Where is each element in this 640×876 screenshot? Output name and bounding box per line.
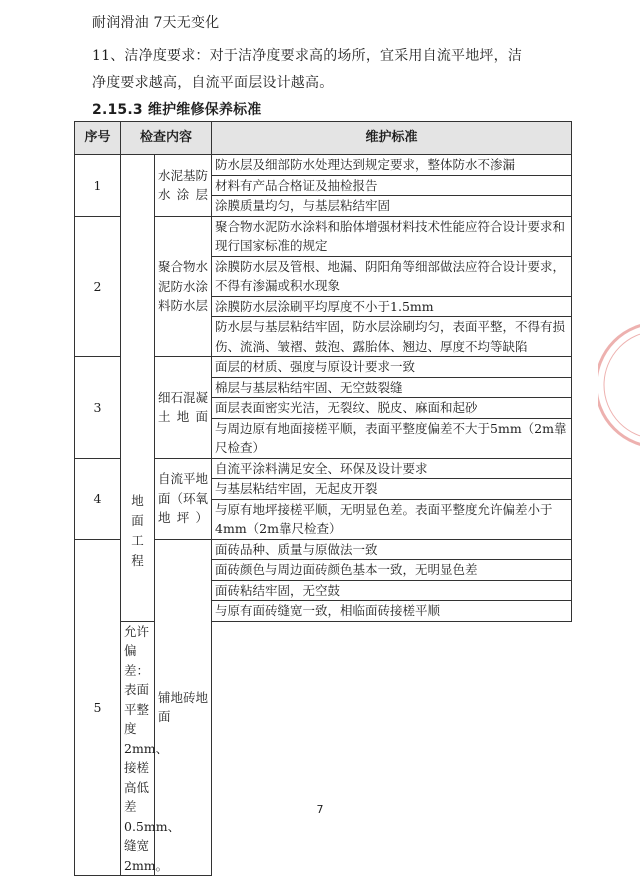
row-item: 自流平地面（环氧地坪） [155, 458, 212, 539]
standard-cell: 聚合物水泥防水涂料和胎体增强材料技术性能应符合设计要求和现行国家标准的规定 [212, 216, 572, 256]
header-item: 检查内容 [121, 122, 212, 155]
intro-line-1: 耐润滑油 7天无变化 [92, 15, 220, 31]
standard-cell: 与基层粘结牢固，无起皮开裂 [212, 479, 572, 500]
maintenance-standards-table [74, 121, 572, 876]
table-row [75, 155, 572, 176]
standard-cell: 与原有面砖缝宽一致，相临面砖接槎平顺 [212, 601, 572, 622]
row-item: 细石混凝土地面 [155, 357, 212, 459]
intro-line-2: 11、洁净度要求：对于洁净度要求高的场所，宜采用自流平地坪，洁 [92, 48, 523, 64]
standard-cell: 面砖品种、质量与原做法一致 [212, 539, 572, 560]
page-number: 7 [316, 803, 324, 816]
section-title: 2.15.3 维护维修保养标准 [92, 102, 262, 118]
standard-cell: 材料有产品合格证及抽检报告 [212, 175, 572, 196]
standard-cell: 面砖粘结牢固，无空鼓 [212, 580, 572, 601]
header-standard: 维护标准 [212, 122, 572, 155]
system-label: 地面工程 [121, 155, 155, 622]
standard-cell: 涂膜质量均匀，与基层粘结牢固 [212, 196, 572, 217]
row-number: 4 [75, 458, 121, 539]
row-number: 1 [75, 155, 121, 217]
standard-cell: 与周边原有地面接槎平顺，表面平整度偏差不大于5mm（2m靠尺检查） [212, 418, 572, 458]
header-no: 序号 [75, 122, 121, 155]
standard-cell: 面砖颜色与周边面砖颜色基本一致，无明显色差 [212, 560, 572, 581]
row-number: 2 [75, 216, 121, 357]
intro-line-3: 净度要求越高，自流平面层设计越高。 [92, 75, 334, 91]
standard-cell: 面层的材质、强度与原设计要求一致 [212, 357, 572, 378]
row-number: 3 [75, 357, 121, 459]
standard-cell: 涂膜防水层涂刷平均厚度不小于1.5mm [212, 296, 572, 317]
row-item: 铺地砖地面 [155, 539, 212, 876]
row-item: 水泥基防水涂层 [155, 155, 212, 217]
standard-cell: 涂膜防水层及管根、地漏、阴阳角等细部做法应符合设计要求，不得有渗漏或积水现象 [212, 256, 572, 296]
standard-cell: 棉层与基层粘结牢固、无空鼓裂缝 [212, 377, 572, 398]
standard-cell: 与原有地坪接槎平顺，无明显色差。表面平整度允许偏差小于4mm（2m靠尺检查） [212, 499, 572, 539]
red-stamp-mark [598, 300, 640, 470]
standard-cell: 防水层及细部防水处理达到规定要求，整体防水不渗漏 [212, 155, 572, 176]
standard-cell: 防水层与基层粘结牢固，防水层涂刷均匀，表面平整，不得有损伤、流淌、皱褶、鼓泡、露胎体、翘边、厚度不均等缺陷 [212, 317, 572, 357]
standard-cell: 自流平涂料满足安全、环保及设计要求 [212, 458, 572, 479]
row-item: 聚合物水泥防水涂料防水层 [155, 216, 212, 357]
row-number: 5 [75, 539, 121, 876]
standard-cell: 面层表面密实光洁，无裂纹、脱皮、麻面和起砂 [212, 398, 572, 419]
standard-cell: 允许偏差：表面平整度2mm、接槎高低差0.5mm、缝宽2mm。 [121, 621, 155, 876]
table-header-row [75, 122, 572, 155]
